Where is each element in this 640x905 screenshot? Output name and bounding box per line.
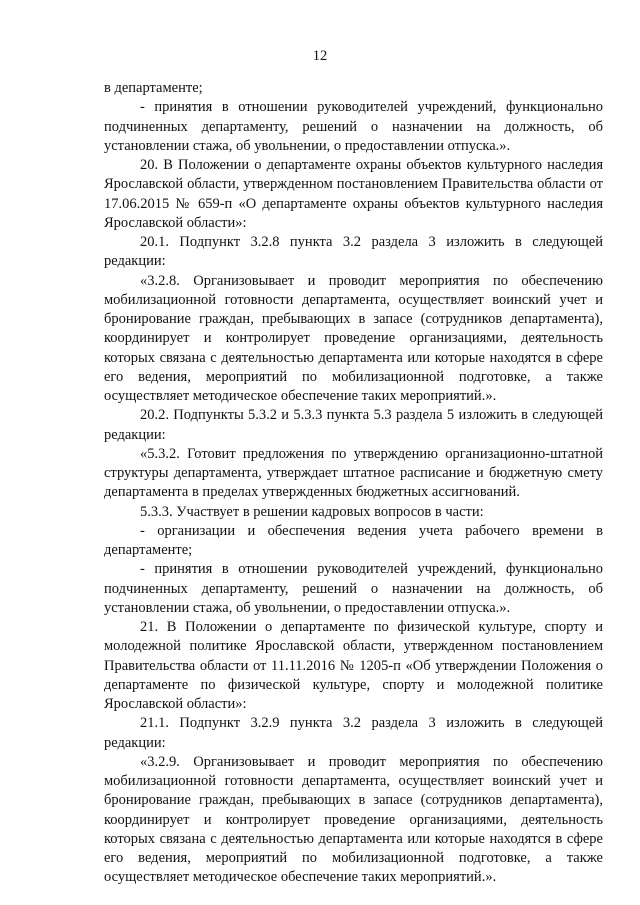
paragraph: в департаменте; bbox=[104, 80, 203, 96]
document-body bbox=[104, 79, 603, 888]
paragraph: 20.1. Подпункт 3.2.8 пункта 3.2 раздела 3 изложить в следующей редакции: bbox=[104, 234, 603, 270]
paragraph: - принятия в отношении руководителей учреждений, функционально подчиненных департаменту, решений о назначении на должность, об установлении стажа, об увольнении, о предоставлении отпуска.». bbox=[104, 561, 603, 616]
paragraph: 20.2. Подпункты 5.3.2 и 5.3.3 пункта 5.3 раздела 5 изложить в следующей редакции: bbox=[104, 407, 603, 443]
paragraph: «3.2.8. Организовывает и проводит мероприятия по обеспечению мобилизационной готовности департамента, осуществляет воинский учет и бронирование граждан, пребывающих в запасе (сотрудников департамента), координирует и контролирует проведение организациями, деятельность которых связана с деятельностью департамента или которые находятся в сфере его ведения, мероприятий по мобилизационной подготовке, а также осуществляет методическое обеспечение таких мероприятий.». bbox=[104, 272, 603, 404]
paragraph: - организации и обеспечения ведения учета рабочего времени в департаменте; bbox=[104, 522, 603, 558]
paragraph: - принятия в отношении руководителей учреждений, функционально подчиненных департаменту, решений о назначении на должность, об установлении стажа, об увольнении, о предоставлении отпуска.». bbox=[104, 99, 603, 154]
paragraph: 5.3.3. Участвует в решении кадровых вопросов в части: bbox=[140, 503, 484, 520]
paragraph: «5.3.2. Готовит предложения по утверждению организационно-штатной структуры департамента, утверждает штатное расписание и бюджетную смету департамента в пределах утвержденных бюджетных ассигнований. bbox=[104, 445, 603, 501]
paragraph: 21. В Положении о департаменте по физической культуре, спорту и молодежной политике Ярославской области, утвержденном постановлением Правительства области от 11.11.2016 № 1205-п «Об утверждении Положения о департаменте по физической культуре, спорту и молодежной политике Ярославской области»: bbox=[104, 619, 603, 712]
paragraph: «3.2.9. Организовывает и проводит мероприятия по обеспечению мобилизационной готовности департамента, осуществляет воинский учет и бронирование граждан, пребывающих в запасе (сотрудников департамента), координирует и контролирует проведение организациями, деятельность которых связана с деятельностью департамента или которые находятся в сфере его ведения, мероприятий по мобилизационной подготовке, а также осуществляет методическое обеспечение таких мероприятий.». bbox=[104, 753, 603, 886]
page-number: 12 bbox=[312, 48, 328, 64]
paragraph: 20. В Положении о департаменте охраны объектов культурного наследия Ярославской области, утвержденном постановлением Правительства области от 17.06.2015 № 659-п «О департаменте охраны объектов культурного наследия Ярославской области»: bbox=[104, 157, 603, 231]
paragraph: 21.1. Подпункт 3.2.9 пункта 3.2 раздела 3 изложить в следующей редакции: bbox=[104, 715, 603, 751]
